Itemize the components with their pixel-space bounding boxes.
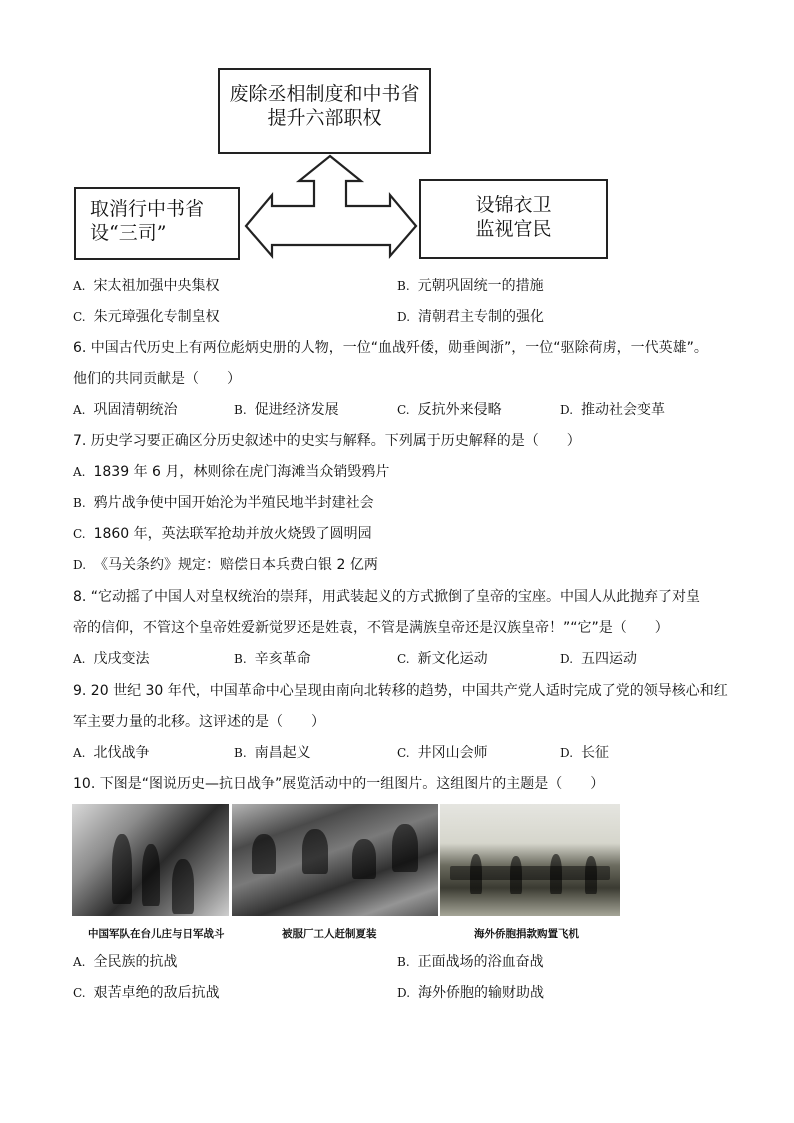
q9-option-b[interactable]: B. 南昌起义	[234, 745, 311, 761]
diagram-box-right	[419, 179, 608, 259]
diagram-top-line1: 废除丞相制度和中书省	[229, 83, 420, 105]
photo-caption-3: 海外侨胞捐款购置飞机	[474, 928, 579, 940]
photo-caption-1: 中国军队在台儿庄与日军战斗	[88, 928, 225, 940]
q9-option-d[interactable]: D. 长征	[560, 745, 610, 761]
q5-option-a-text: 宋太祖加强中央集权	[93, 278, 220, 294]
q9-stem-line2: 军主要力量的北移。这评述的是（ ）	[73, 714, 325, 730]
q6-option-d[interactable]: D. 推动社会变革	[560, 402, 666, 418]
q7-option-d[interactable]: D. 《马关条约》规定：赔偿日本兵费白银 2 亿两	[73, 557, 378, 573]
q7-stem: 7. 历史学习要正确区分历史叙述中的史实与解释。下列属于历史解释的是（ ）	[73, 433, 581, 449]
q9-option-a-text: 北伐战争	[93, 745, 150, 761]
q7-option-b[interactable]: B. 鸦片战争使中国开始沦为半殖民地半封建社会	[73, 495, 374, 511]
q6-stem-line1: 6. 中国古代历史上有两位彪炳史册的人物，一位“血战歼倭，勋垂闽浙”，一位“驱除荷虏，一代英雄”。	[73, 340, 708, 356]
q10-photo-strip	[72, 804, 620, 916]
q8-option-c[interactable]: C. 新文化运动	[397, 651, 488, 667]
q6-option-d-text: 推动社会变革	[581, 402, 666, 418]
q10-option-d-text: 海外侨胞的输财助战	[418, 985, 545, 1001]
diagram-top-line2: 提升六部职权	[267, 107, 382, 129]
q5-option-b-text: 元朝巩固统一的措施	[417, 278, 544, 294]
q8-option-a-text: 戊戌变法	[93, 651, 150, 667]
q5-option-c-text: 朱元璋强化专制皇权	[93, 309, 220, 325]
q10-option-d[interactable]: D. 海外侨胞的输财助战	[397, 985, 545, 1001]
diagram-box-left	[74, 187, 240, 260]
q8-option-d[interactable]: D. 五四运动	[560, 651, 638, 667]
diagram-right-line2: 监视官民	[475, 218, 552, 240]
q6-option-c-text: 反抗外来侵略	[417, 402, 502, 418]
q10-option-a-text: 全民族的抗战	[93, 954, 178, 970]
q5-option-a[interactable]: A. 宋太祖加强中央集权	[73, 278, 220, 294]
q9-option-b-text: 南昌起义	[254, 745, 311, 761]
q9-option-a[interactable]: A. 北伐战争	[73, 745, 150, 761]
diagram-left-line2: 设“三司”	[90, 222, 167, 244]
q7-option-a-text: 1839 年 6 月，林则徐在虎门海滩当众销毁鸦片	[93, 464, 390, 480]
q10-option-b[interactable]: B. 正面战场的浴血奋战	[397, 954, 544, 970]
photo-uniform-factory-workers	[232, 804, 438, 916]
photo-caption-2: 被服厂工人赶制夏装	[282, 928, 377, 940]
q6-stem-line2: 他们的共同贡献是（ ）	[73, 371, 241, 387]
q8-option-a[interactable]: A. 戊戌变法	[73, 651, 150, 667]
q10-option-c-text: 艰苦卓绝的敌后抗战	[93, 985, 220, 1001]
q9-option-d-text: 长征	[581, 745, 610, 761]
q5-diagram	[0, 0, 794, 270]
q5-option-b[interactable]: B. 元朝巩固统一的措施	[397, 278, 544, 294]
q10-option-a[interactable]: A. 全民族的抗战	[73, 954, 178, 970]
q7-option-d-text: 《马关条约》规定：赔偿日本兵费白银 2 亿两	[94, 557, 378, 573]
diagram-right-line1: 设锦衣卫	[475, 194, 552, 216]
q9-stem-line1: 9. 20 世纪 30 年代，中国革命中心呈现由南向北转移的趋势，中国共产党人适时完成了党的领导核心和红	[73, 683, 728, 699]
q6-option-b-text: 促进经济发展	[254, 402, 339, 418]
q10-option-b-text: 正面战场的浴血奋战	[417, 954, 544, 970]
q5-option-d[interactable]: D. 清朝君主专制的强化	[397, 309, 545, 325]
q8-option-b[interactable]: B. 辛亥革命	[234, 651, 311, 667]
q7-option-b-text: 鸦片战争使中国开始沦为半殖民地半封建社会	[93, 495, 374, 511]
q6-option-a[interactable]: A. 巩固清朝统治	[73, 402, 178, 418]
q8-option-d-text: 五四运动	[581, 651, 638, 667]
q6-option-b[interactable]: B. 促进经济发展	[234, 402, 339, 418]
q6-option-c[interactable]: C. 反抗外来侵略	[397, 402, 502, 418]
photo-taierzhuang-battle	[72, 804, 229, 916]
q7-option-c[interactable]: C. 1860 年，英法联军抢劫并放火烧毁了圆明园	[73, 526, 372, 542]
q8-option-b-text: 辛亥革命	[254, 651, 311, 667]
diagram-left-line1: 取消行中书省	[90, 198, 205, 220]
q8-stem-line2: 帝的信仰，不管这个皇帝姓爱新觉罗还是姓袁，不管是满族皇帝还是汉族皇帝！”“它”是（ ）	[73, 620, 669, 636]
q8-option-c-text: 新文化运动	[417, 651, 488, 667]
q7-option-c-text: 1860 年，英法联军抢劫并放火烧毁了圆明园	[93, 526, 372, 542]
q10-option-c[interactable]: C. 艰苦卓绝的敌后抗战	[73, 985, 220, 1001]
q10-stem: 10. 下图是“图说历史—抗日战争”展览活动中的一组图片。这组图片的主题是（ ）	[73, 776, 605, 792]
q5-option-c[interactable]: C. 朱元璋强化专制皇权	[73, 309, 220, 325]
q8-stem-line1: 8. “它动摇了中国人对皇权统治的崇拜，用武装起义的方式掀倒了皇帝的宝座。中国人从此抛弃了对皇	[73, 589, 701, 605]
diagram-box-top	[218, 68, 431, 154]
q9-option-c[interactable]: C. 井冈山会师	[397, 745, 488, 761]
q9-option-c-text: 井冈山会师	[417, 745, 488, 761]
photo-overseas-chinese-aircraft	[440, 804, 620, 916]
q5-option-d-text: 清朝君主专制的强化	[418, 309, 545, 325]
q6-option-a-text: 巩固清朝统治	[93, 402, 178, 418]
q7-option-a[interactable]: A. 1839 年 6 月，林则徐在虎门海滩当众销毁鸦片	[73, 464, 390, 480]
